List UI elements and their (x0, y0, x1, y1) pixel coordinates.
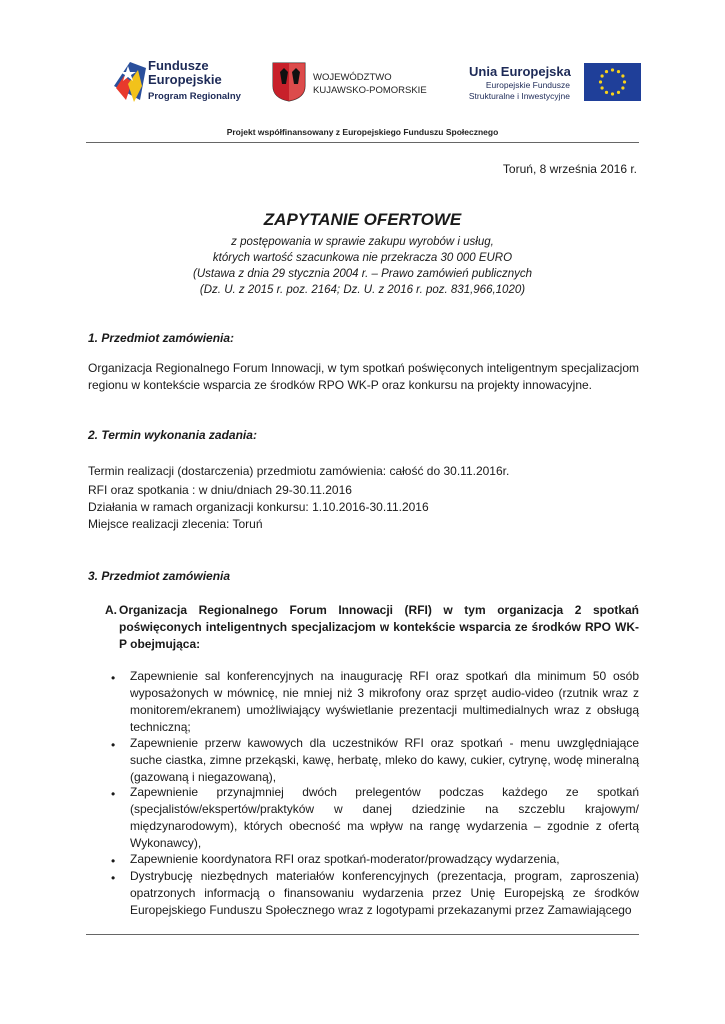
fe-line1: Fundusze (148, 58, 209, 73)
section-1-body: Organizacja Regionalnego Forum Innowacji, w tym spotkań poświęconych inteligentnym specjalizacjom regionu w kontekście wsparcia ze środków RPO WK-P oraz konkursu na projekty innowacyjne. (88, 361, 639, 392)
bullet-icon: • (111, 871, 116, 885)
section-2-line: Działania w ramach organizacji konkursu: 1.10.2016-30.11.2016 (88, 500, 429, 514)
section-2-title: 2. Termin wykonania zadania: (88, 428, 257, 442)
list-item: Zapewnienie przynajmniej dwóch prelegentów podczas każdego ze spotkań (specjalistów/ekspertów/praktyków w danej dziedzinie na szczeblu krajowym/ międzynarodowym), których obecność ma wpływ na rangę wydarzenia – zgodnie z ofertą Wykonawcy), (130, 785, 639, 850)
subtitle-line: których wartość szacunkowa nie przekracza 30 000 EURO (212, 252, 513, 264)
subsection-a-label: A. (105, 603, 117, 617)
bullet-icon: • (111, 738, 116, 752)
section-1-title: 1. Przedmiot zamówienia: (88, 331, 235, 345)
project-note: Projekt współfinansowany z Europejskiego Funduszu Społecznego (226, 127, 499, 137)
ue-line2: Strukturalne i Inwestycyjne (468, 91, 570, 101)
list-item: Zapewnienie sal konferencyjnych na inaugurację RFI oraz spotkań dla minimum 50 osób wyposażonych w mównicę, nie mniej niż 3 mikrofony oraz sprzęt audio-video (rzutnik wraz z monitorem/ekranem) umożliwiający wyświetlanie prezentacji multimedialnych wraz z obsługą techniczną; (130, 669, 639, 734)
subtitle-line: z postępowania w sprawie zakupu wyrobów i usług, (231, 236, 494, 248)
bullet-icon: • (111, 854, 116, 868)
section-3-subsection-a (105, 602, 639, 653)
page-subtitle (0, 234, 725, 298)
document-date: Toruń, 8 września 2016 r. (502, 162, 637, 176)
fe-line3: Program Regionalny (148, 91, 241, 102)
woj-line2: KUJAWSKO-POMORSKIE (313, 85, 427, 96)
page-title: ZAPYTANIE OFERTOWE (263, 210, 462, 229)
section-2-line: Miejsce realizacji zlecenia: Toruń (88, 517, 263, 531)
fe-logo-text (148, 59, 222, 87)
fe-line2: Europejskie (148, 72, 222, 87)
list-item: Zapewnienie koordynatora RFI oraz spotkań-moderator/prowadzący wydarzenia, (130, 852, 560, 866)
footer-divider (86, 934, 639, 935)
eu-flag-icon (584, 63, 641, 101)
section-2-line: RFI oraz spotkania : w dniu/dniach 29-30.11.2016 (88, 483, 352, 497)
header-divider (86, 142, 639, 143)
section-3-title: 3. Przedmiot zamówienia (88, 569, 231, 583)
list-item: Dystrybucję niezbędnych materiałów konferencyjnych (prezentacja, program, zaproszenia) opatrzonych informacją o finansowaniu wydarzenia przez Unię Europejską ze środków Europejskiego Funduszu Społecznego wraz z logotypami przekazanymi przez Zamawiającego (130, 869, 639, 917)
section-2-line: Termin realizacji (dostarczenia) przedmiotu zamówienia: całość do 30.11.2016r. (88, 464, 510, 478)
ue-line1: Europejskie Fundusze (485, 80, 570, 90)
subsection-a-text: Organizacja Regionalnego Forum Innowacji (RFI) w tym organizacja 2 spotkań poświęconych inteligentnych specjalizacjom w kontekście wsparcia ze środków RPO WK-P obejmująca: (119, 603, 639, 651)
voivodeship-crest-icon (272, 62, 306, 102)
woj-line1: WOJEWÓDZTWO (313, 72, 392, 83)
list-item: Zapewnienie przerw kawowych dla uczestników RFI oraz spotkań - menu uwzględniające suche ciastka, zimne przekąski, kawę, herbatę, mleko do kawy, cukier, cytrynę, wodę mineralną (gazowaną i niegazowaną), (130, 736, 639, 784)
voivodeship-name (313, 71, 427, 97)
subtitle-line: (Dz. U. z 2015 r. poz. 2164; Dz. U. z 2016 r. poz. 831,966,1020) (199, 284, 526, 296)
ue-title: Unia Europejska (469, 64, 571, 79)
bullet-icon: • (111, 671, 116, 685)
subtitle-line: (Ustawa z dnia 29 stycznia 2004 r. – Prawo zamówień publicznych (193, 268, 532, 280)
ue-subtitle (458, 80, 570, 102)
bullet-icon: • (111, 787, 116, 801)
